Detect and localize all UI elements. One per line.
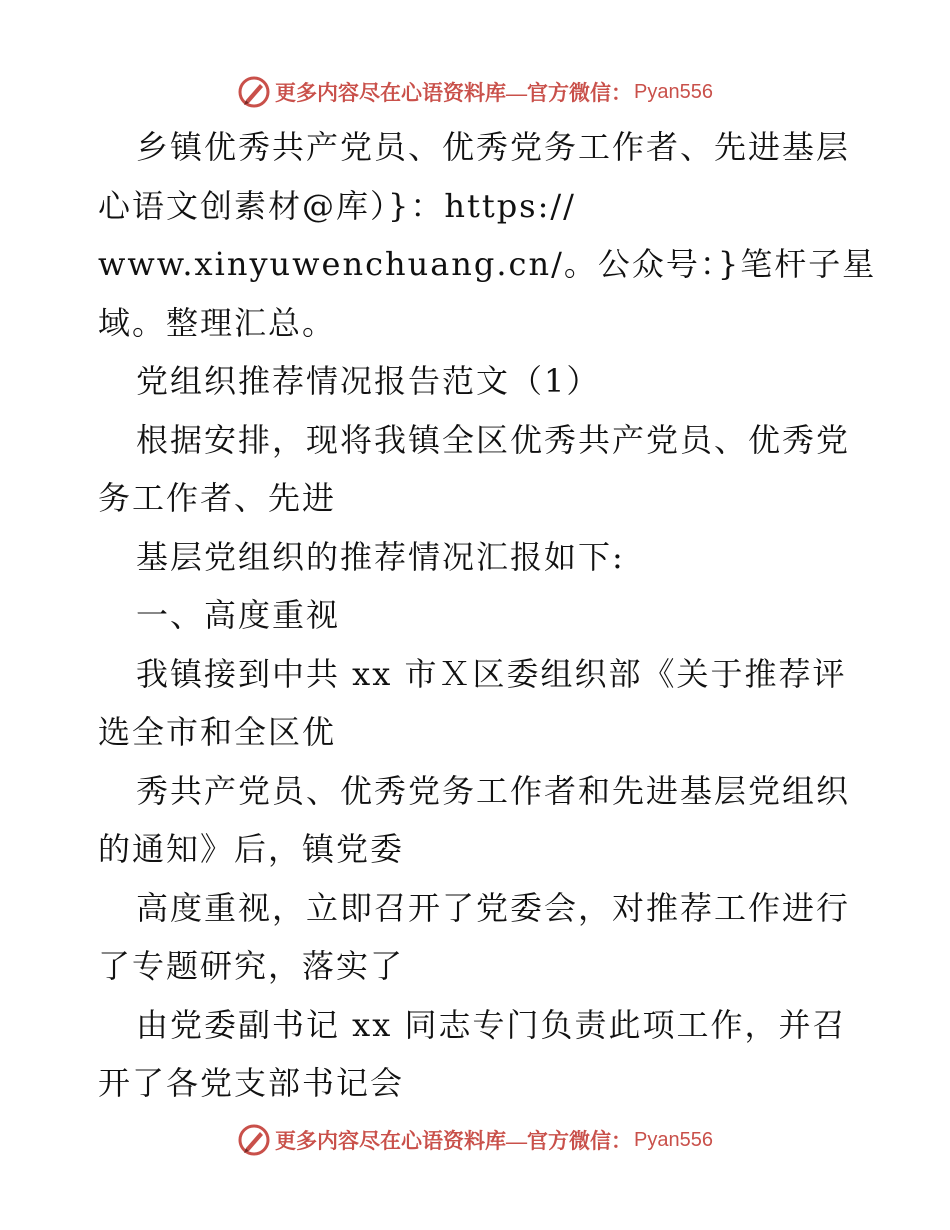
text-line-11: 选全市和全区优	[98, 713, 337, 751]
text-line-10: 我镇接到中共 xx 市Ｘ区委组织部《关于推荐评	[136, 654, 847, 693]
text-line-8: 基层党组织的推荐情况汇报如下:	[136, 537, 625, 576]
text-line-15: 了专题研究，落实了	[98, 947, 405, 985]
footer-banner-text: 更多内容尽在心语资料库—官方微信：	[275, 1129, 633, 1153]
text-line-13: 的通知》后，镇党委	[98, 830, 405, 868]
text-line-4: 域。整理汇总。	[98, 303, 337, 342]
text-line-5: 党组织推荐情况报告范文（1）	[136, 362, 601, 400]
text-line-12: 秀共产党员、优秀党务工作者和先进基层党组织	[136, 771, 851, 810]
text-line-2: 心语文创素材@库）}：https://	[98, 186, 576, 225]
pen-logo-icon	[237, 75, 271, 109]
footer-banner[interactable]	[0, 1120, 950, 1160]
text-line-9: 一、高度重视	[136, 596, 341, 634]
text-line-3: www.xinyuwenchuang.cn/。公众号：}笔杆子星	[98, 245, 877, 283]
text-line-14: 高度重视，立即召开了党委会，对推荐工作进行	[136, 888, 851, 927]
text-line-6: 根据安排，现将我镇全区优秀共产党员、优秀党	[136, 420, 851, 459]
footer-banner-wechat: Pyan556	[634, 1128, 713, 1151]
header-banner-wechat: Pyan556	[634, 80, 713, 103]
header-banner-text: 更多内容尽在心语资料库—官方微信：	[275, 81, 633, 105]
header-banner[interactable]	[0, 72, 950, 112]
text-line-7: 务工作者、先进	[98, 479, 337, 517]
text-line-1: 乡镇优秀共产党员、优秀党务工作者、先进基层	[136, 128, 851, 166]
body-text	[98, 118, 877, 1113]
text-line-16: 由党委副书记 xx 同志专门负责此项工作，并召	[136, 1005, 847, 1044]
text-line-17: 开了各党支部书记会	[98, 1064, 405, 1102]
pen-logo-icon	[237, 1123, 271, 1157]
